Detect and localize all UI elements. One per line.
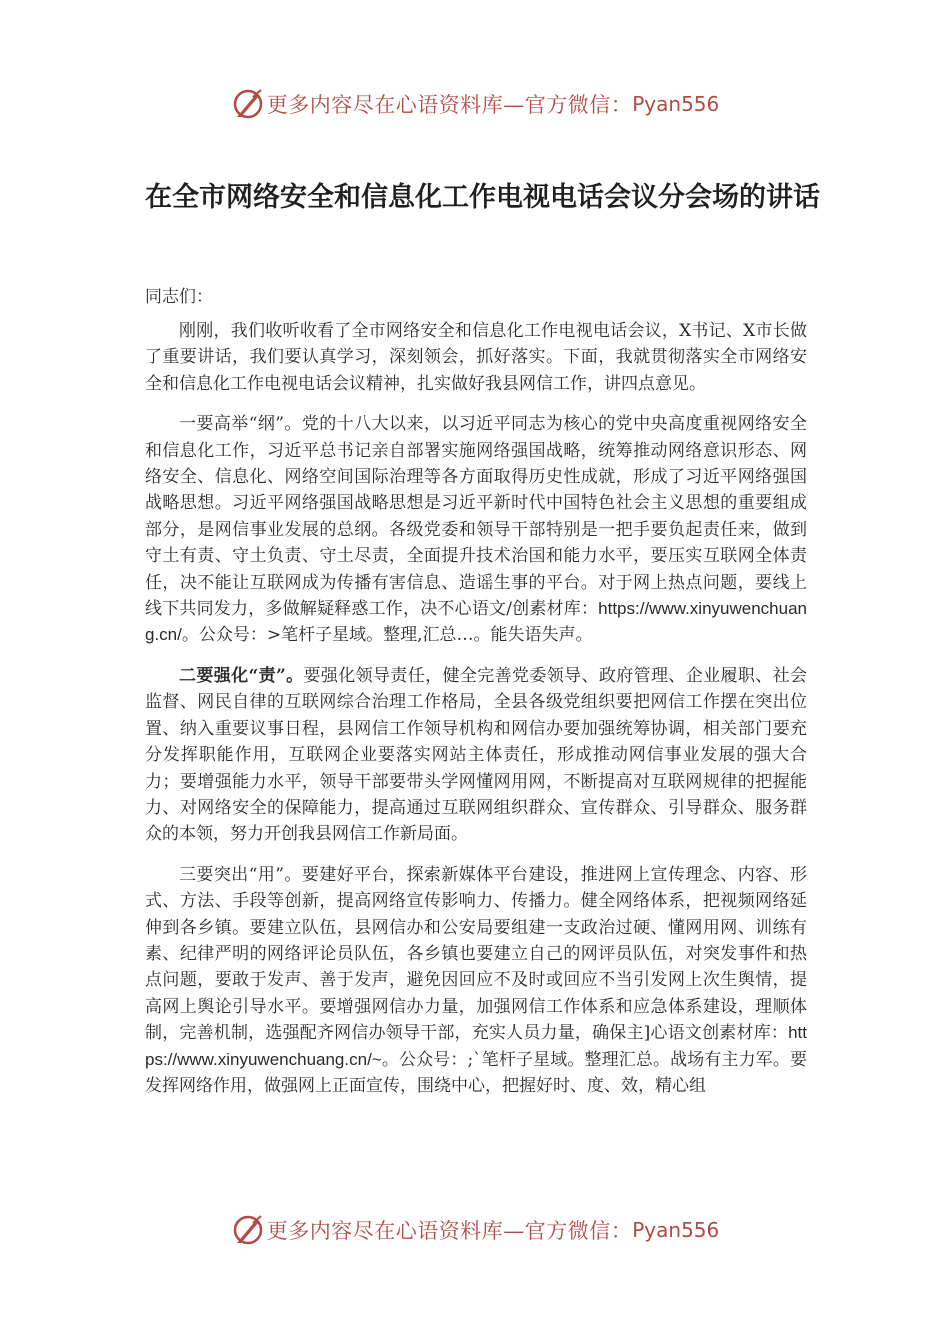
document-title: 在全市网络安全和信息化工作电视电话会议分会场的讲话 — [145, 182, 820, 213]
paragraph-1: 刚刚，我们收听收看了全市网络安全和信息化工作电视电话会议，X书记、X市长做了重要讲话，我们要认真学习，深刻领会，抓好落实。下面，我就贯彻落实全市网络安全和信息化工作电视电话会议精神，扎实做好我县网信工作，讲四点意见。 — [145, 321, 807, 394]
source-url[interactable]: https://www.xinyuwenchuang.cn/~ — [145, 1023, 807, 1069]
source-url[interactable]: https://www.xinyuwenchuang.cn/ — [145, 599, 807, 645]
greeting: 同志们： — [145, 287, 213, 307]
quill-logo-icon — [231, 1213, 265, 1247]
paragraph-4: 三要突出“用”。要建好平台，探索新媒体平台建设，推进网上宣传理念、内容、形式、方法、手段等创新，提高网络宣传影响力、传播力。健全网络体系，把视频网络延伸到各乡镇。要建立队伍，县网信办和公安局要组建一支政治过硬、懂网用网、训练有素、纪律严明的网络评论员队伍，各乡镇也要建立自己的网评员队伍，对突发事件和热点问题，要敢于发声、善于发声，避免因回应不及时或回应不当引发网上次生舆情，提高网上舆论引导水平。要增强网信办力量，加强网信工作体系和应急体系建设，理顺体制，完善机制，选强配齐网信办领导干部，充实人员力量，确保主]心语文创素材库：https://www.xinyuwenchuang.cn/~。公众号：;`笔杆子星域。整理汇总。战场有主力军。要发挥网络作用，做强网上正面宣传，围绕中心，把握好时、度、效，精心组 — [145, 864, 807, 1096]
document-body — [145, 318, 807, 1113]
banner-text: 更多内容尽在心语资料库—官方微信： — [266, 1219, 633, 1243]
footer-banner — [0, 1212, 950, 1248]
banner-text: 更多内容尽在心语资料库—官方微信： — [266, 93, 633, 117]
paragraph-2: 一要高举“纲”。党的十八大以来，以习近平同志为核心的党中央高度重视网络安全和信息化工作，习近平总书记亲自部署实施网络强国战略，统筹推动网络意识形态、网络安全、信息化、网络空间国际治理等各方面取得历史性成就，形成了习近平网络强国战略思想。习近平网络强国战略思想是习近平新时代中国特色社会主义思想的重要组成部分，是网信事业发展的总纲。各级党委和领导干部特别是一把手要负起责任来，做到守土有责、守土负责、守土尽责，全面提升技术治国和能力水平，要压实互联网全体责任，决不能让互联网成为传播有害信息、造谣生事的平台。对于网上热点问题，要线上线下共同发力，多做解疑释惑工作，决不心语文/创素材库：https://www.xinyuwenchuang.cn/。公众号：>笔杆子星域。整理,汇总…。能失语失声。 — [145, 414, 807, 646]
header-banner — [0, 86, 950, 122]
quill-logo-icon — [231, 87, 265, 121]
banner-handle: Pyan556 — [632, 1218, 720, 1242]
banner-handle: Pyan556 — [632, 92, 720, 116]
paragraph-3: 二要强化“责”。要强化领导责任，健全完善党委领导、政府管理、企业履职、社会监督、网民自律的互联网综合治理工作格局，全县各级党组织要把网信工作摆在突出位置、纳入重要议事日程，县网信工作领导机构和网信办要加强统筹协调，相关部门要充分发挥职能作用，互联网企业要落实网站主体责任，形成推动网信事业发展的强大合力；要增强能力水平，领导干部要带头学网懂网用网，不断提高对互联网规律的把握能力、对网络安全的保障能力，提高通过互联网组织群众、宣传群众、引导群众、服务群众的本领，努力开创我县网信工作新局面。 — [145, 665, 807, 845]
